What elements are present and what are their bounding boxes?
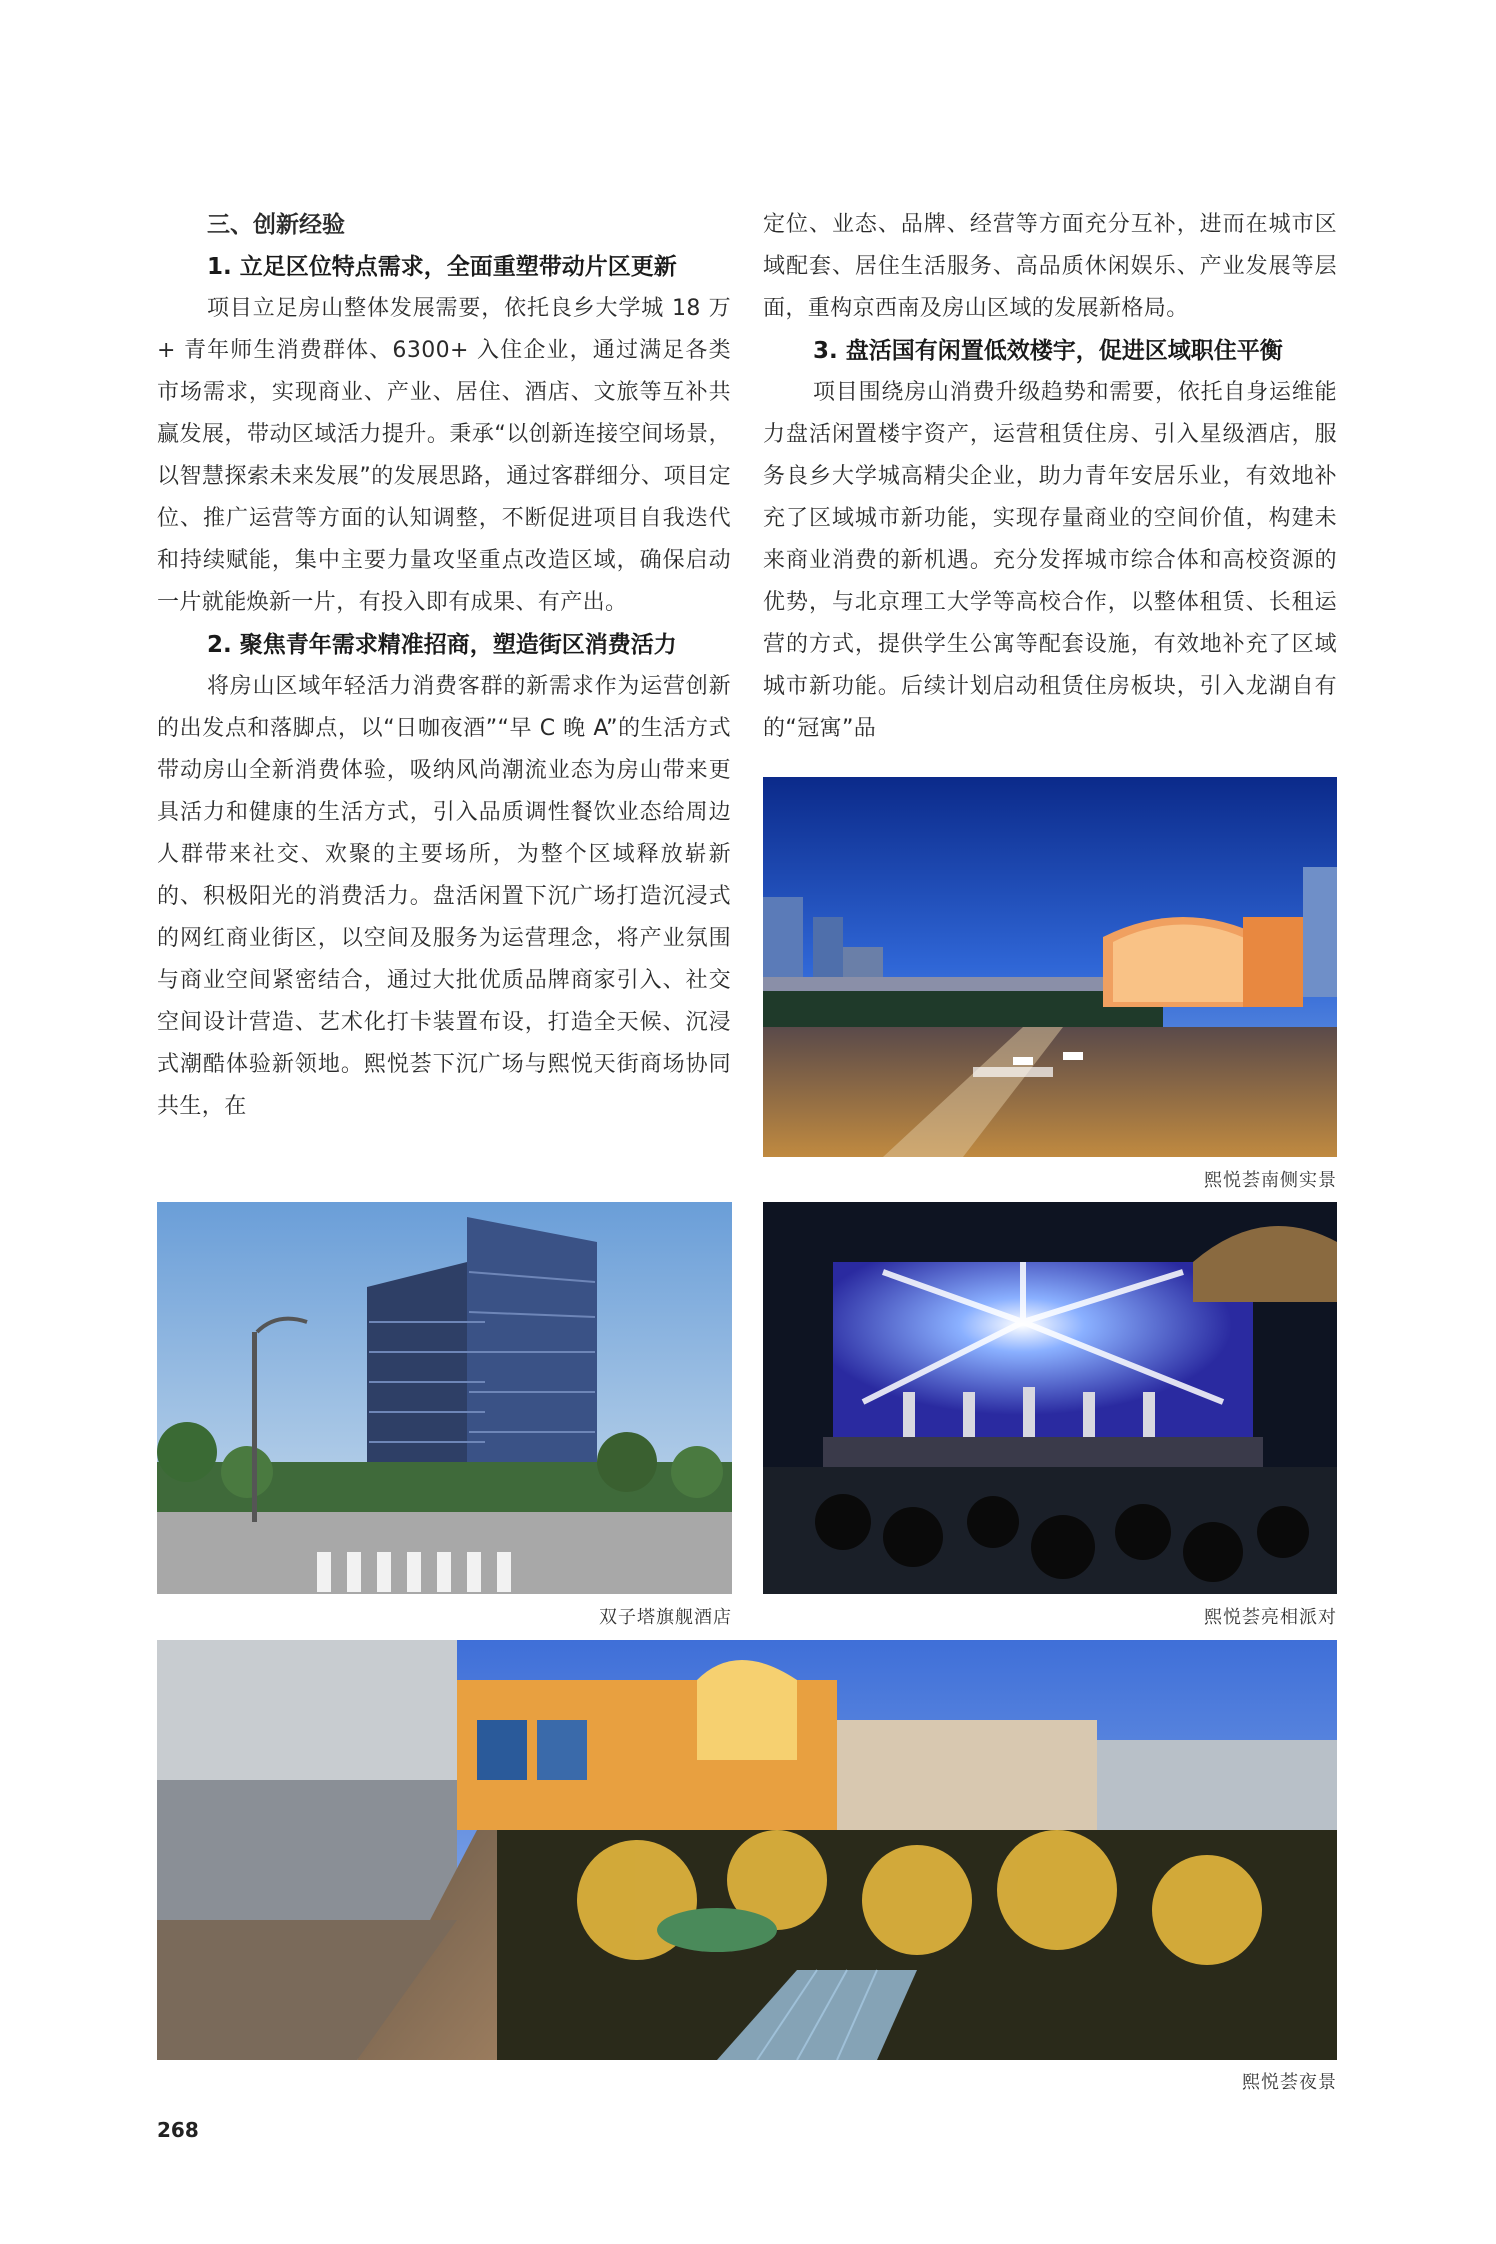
paragraph-3: 项目围绕房山消费升级趋势和需要，依托自身运维能力盘活闲置楼宇资产，运营租赁住房、引入星级酒店，服务良乡大学城高精尖企业，助力青年安居乐业，有效地补充了区域城市新功能，实现存量商业的空间价值，构建未来商业消费的新机遇。充分发挥城市综合体和高校资源的优势，与北京理工大学等高校合作，以整体租赁、长租运营的方式，提供学生公寓等配套设施，有效地补充了区域城市新功能。后续计划启动租赁住房板块，引入龙湖自有的“冠寓”品: [763, 380, 1337, 741]
left-column: [157, 204, 731, 1128]
page-number: 268: [157, 2118, 199, 2142]
caption-night-view: 熙悦荟夜景: [1242, 2072, 1337, 2093]
caption-party: 熙悦荟亮相派对: [1204, 1607, 1337, 1628]
caption-south-side: 熙悦荟南侧实景: [1204, 1170, 1337, 1191]
paragraph-2-continued: 定位、业态、品牌、经营等方面充分互补，进而在城市区域配套、居住生活服务、高品质休闲娱乐、产业发展等层面，重构京西南及房山区域的发展新格局。: [763, 212, 1337, 321]
section-title: 三、创新经验: [207, 212, 345, 238]
paragraph-1: 项目立足房山整体发展需要，依托良乡大学城 18 万 + 青年师生消费群体、6300+ 入住企业，通过满足各类市场需求，实现商业、产业、居住、酒店、文旅等互补共赢发展，带动区域活力提升。秉承“以创新连接空间场景，以智慧探索未来发展”的发展思路，通过客群细分、项目定位、推广运营等方面的认知调整，不断促进项目自我迭代和持续赋能，集中主要力量攻坚重点改造区域，确保启动一片就能焕新一片，有投入即有成果、有产出。: [157, 296, 731, 615]
heading-1: 1. 立足区位特点需求，全面重塑带动片区更新: [207, 254, 677, 280]
photo-party: [763, 1202, 1337, 1594]
right-column: [763, 204, 1337, 750]
photo-south-side: [763, 777, 1337, 1157]
photo-twin-tower-hotel: [157, 1202, 732, 1594]
photo-night-view: [157, 1640, 1337, 2060]
heading-2: 2. 聚焦青年需求精准招商，塑造街区消费活力: [207, 632, 677, 658]
caption-twin-tower-hotel: 双子塔旗舰酒店: [599, 1607, 732, 1628]
heading-3: 3. 盘活国有闲置低效楼宇，促进区域职住平衡: [813, 338, 1283, 364]
paragraph-2: 将房山区域年轻活力消费客群的新需求作为运营创新的出发点和落脚点，以“日咖夜酒”“早 C 晚 A”的生活方式带动房山全新消费体验，吸纳风尚潮流业态为房山带来更具活力和健康的生活方式，引入品质调性餐饮业态给周边人群带来社交、欢聚的主要场所，为整个区域释放崭新的、积极阳光的消费活力。盘活闲置下沉广场打造沉浸式的网红商业街区，以空间及服务为运营理念，将产业氛围与商业空间紧密结合，通过大批优质品牌商家引入、社交空间设计营造、艺术化打卡装置布设，打造全天候、沉浸式潮酷体验新领地。熙悦荟下沉广场与熙悦天街商场协同共生，在: [157, 674, 731, 1119]
